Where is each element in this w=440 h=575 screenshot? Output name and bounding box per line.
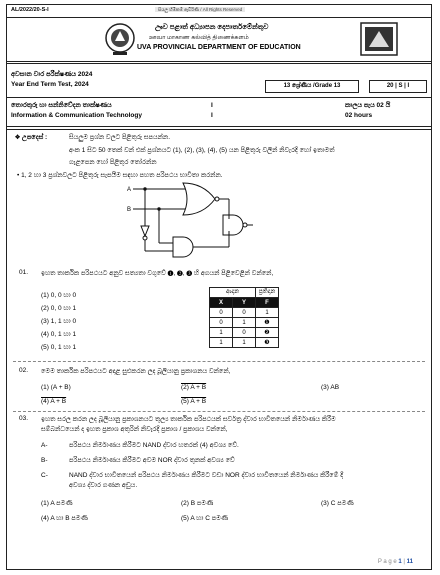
table-cell: 0 (233, 328, 256, 338)
table-header: ප්‍රතිදාන (256, 288, 279, 298)
instruction-line: සියලුම ප්‍රශ්න වලට පිළිතුරු සපයන්න. (69, 134, 171, 141)
statement-text: පරිපථය නිර්මාණය කිරීමට NAND ද්වාර හතරක් (4) අවශ්‍ය වේ. (69, 442, 239, 449)
dept-name-tamil: ஊவா மாகாண கல்வித் திணைக்களம் (149, 35, 249, 41)
page-number: P a g e 1 | 11 (377, 559, 413, 565)
exam-page (6, 4, 432, 570)
subject-english: Information & Communication Technology (11, 112, 142, 119)
table-row (210, 318, 279, 328)
input-b-label: B (127, 207, 132, 213)
question-text: ඉහත තාර්කික පරිපථයට අනුව සත්‍යතා වගුවේ ❶, ❷, ❸ හි අගයන් පිළිවෙළින් වන්නේ, (41, 270, 274, 277)
option[interactable]: (4) A + B (41, 398, 67, 405)
page-label: P a g e (377, 559, 397, 565)
statement-label: B- (41, 457, 48, 464)
provincial-emblem-icon (359, 21, 399, 57)
option[interactable]: (4) A හා B පමණි (41, 515, 88, 522)
option[interactable]: (1) 0, 0 හා 0 (41, 292, 77, 299)
option[interactable]: (5) 0, 1 හා 1 (41, 344, 77, 351)
divider (7, 61, 431, 62)
table-cell: 1 (210, 338, 233, 348)
instruction-line: අංක 1 සිට 50 තෙක් වන් එක් ප්‍රශ්නයට (1), (2), (3), (4), (5) යන පිළිතුරු වලින් නිවැරදි හෝ ඉතාමත් (69, 147, 335, 154)
total-pages: 11 (406, 559, 413, 565)
question-number: 02. (19, 367, 29, 374)
exam-title-sinhala: අවසාන වාර පරීක්ෂණය 2024 (11, 71, 93, 78)
table-column-head: X (210, 298, 233, 308)
question-text: සම්බන්ධයෙන් ද ඉහත ප්‍රකාශ අතුරින් නිවැරදි ප්‍රකාශ / ප්‍රකාශය වන්නේ, (41, 426, 228, 433)
truth-table (209, 287, 279, 348)
input-a-label: A (127, 187, 132, 193)
table-cell: 1 (233, 318, 256, 328)
table-row (210, 308, 279, 318)
table-cell: 1 (210, 328, 233, 338)
table-cell: 0 (233, 308, 256, 318)
statement-text: පරිපථය නිර්මාණය කිරීමට අවම NOR ද්වාර තුනක් අවශ්‍ය වේ (69, 457, 235, 464)
option[interactable]: (2) 0, 0 හා 1 (41, 305, 77, 312)
sri-lanka-crest-icon (103, 21, 137, 57)
divider (7, 17, 431, 18)
duration-english: 02 hours (345, 112, 373, 119)
table-row (210, 338, 279, 348)
grade-box: 13 ශ්‍රේණිය /Grade 13 (265, 80, 359, 93)
dept-name-english: UVA PROVINCIAL DEPARTMENT OF EDUCATION (137, 44, 301, 51)
part-sinhala: I (211, 102, 213, 109)
option[interactable]: (1) A පමණි (41, 500, 73, 507)
copyright-strip: සියලු හිමිකම් ඇවිරිණි / All Rights Reserved (155, 7, 245, 12)
divider (7, 126, 431, 127)
or-gate-icon (183, 183, 215, 215)
dept-name-sinhala: ඌව පළාත් අධ්‍යාපන දෙපාර්තමේන්තුව (155, 24, 269, 31)
divider (7, 129, 431, 130)
option[interactable]: (1) (A + B) (41, 384, 71, 391)
divider (13, 411, 425, 412)
table-header: ආදාන (210, 288, 256, 298)
and-gate-output-icon (223, 215, 243, 235)
and-gate-icon (173, 237, 193, 257)
part-english: I (211, 112, 213, 119)
not-gate-icon (141, 226, 149, 236)
table-cell: 0 (210, 318, 233, 328)
option[interactable]: (5) A හා C පමණි (181, 515, 229, 522)
option[interactable]: (3) AB (321, 384, 340, 391)
questions-intro: • 1, 2 හා 3 ප්‍රශ්නවලට පිළිතුරු සැපයීම සඳහා පහත පරිපථය භාවිතා කරන්න. (17, 172, 223, 179)
table-cell: 1 (233, 338, 256, 348)
statement-label: C- (41, 472, 48, 479)
table-column-head: Y (233, 298, 256, 308)
option[interactable]: (2) A + B (181, 384, 207, 391)
question-text: මෙම තාර්කික පරිපථයට අදාළ සුළුකරන ලද බූලියානු ප්‍රකාශනය වන්නේ, (41, 368, 231, 375)
table-cell: ❸ (256, 338, 279, 348)
exam-title-english: Year End Term Test, 2024 (11, 81, 89, 88)
option[interactable]: (3) C පමණි (321, 500, 354, 507)
paper-code-label: AL/2022/20-S-I (11, 7, 49, 13)
divider (7, 97, 431, 98)
divider (7, 63, 431, 64)
question-number: 01. (19, 269, 29, 276)
option[interactable]: (4) 0, 1 හා 1 (41, 331, 77, 338)
duration-sinhala: කාලය පැය 02 යි (345, 102, 391, 109)
subject-sinhala: තොරතුරු හා සන්නිවේදන තාක්ෂණය (11, 102, 112, 109)
question-number: 03. (19, 415, 29, 422)
question-text: ඉහත සරල කරන ලද බූලියානු ප්‍රකාශනයට තුල්‍ය තාර්කික පරිපථයක් සර්වත්‍ර ද්වාර භාවිතයෙන් නිර්මාණය කිරීම (41, 416, 336, 423)
table-cell: 1 (256, 308, 279, 318)
statement-text: NAND ද්වාර භාවිතයෙන් පරිපථය නිර්මාණය කිරීමට වඩා NOR ද්වාර භාවිතයෙන් නිර්මාණය කිරීමේ දී (69, 472, 344, 479)
option[interactable]: (5) A + B (181, 398, 207, 405)
statement-label: A- (41, 442, 48, 449)
current-page: 1 (398, 559, 402, 565)
option[interactable]: (3) 1, 1 හා 0 (41, 318, 77, 325)
divider (13, 361, 425, 362)
option[interactable]: (2) B පමණි (181, 500, 214, 507)
table-cell: ❶ (256, 318, 279, 328)
paper-code-box: 20 | S | I (369, 80, 427, 93)
logic-circuit-diagram (125, 181, 255, 273)
statement-text: අවශ්‍ය ද්වාර ගණන අඩුය. (69, 482, 138, 489)
instructions-heading: ❖ උපදෙස් : (15, 134, 48, 141)
instruction-line: ගැළපෙන හෝ පිළිතුර තෝරන්න (69, 159, 157, 166)
table-cell: 0 (210, 308, 233, 318)
table-cell: ❷ (256, 328, 279, 338)
table-row (210, 328, 279, 338)
table-column-head: F (256, 298, 279, 308)
